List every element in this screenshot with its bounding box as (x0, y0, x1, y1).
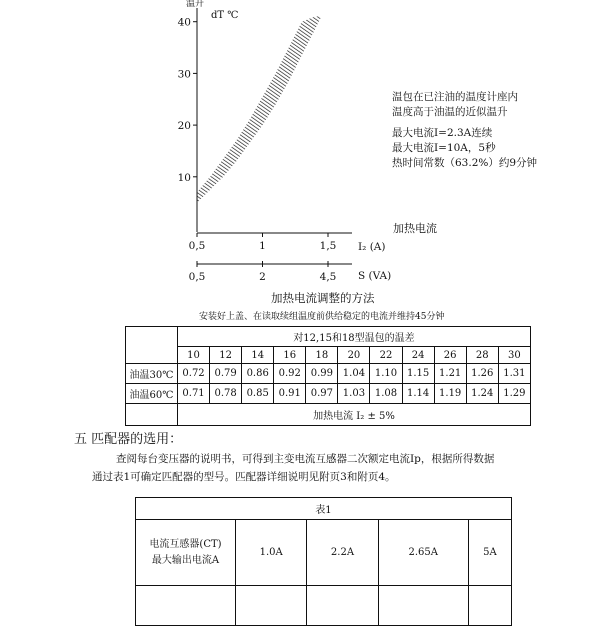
x-tick-label: 2 (259, 271, 266, 283)
table1-cell (468, 586, 511, 626)
table-cell: 1.21 (434, 364, 466, 384)
table-title: 对12,15和18型温包的温差 (178, 327, 531, 347)
table-column-header: 24 (402, 347, 434, 364)
table-cell: 0.99 (306, 364, 338, 384)
table-column-header: 12 (210, 347, 242, 364)
table1-cell: 5A (468, 520, 511, 586)
table-cell: 1.10 (370, 364, 402, 384)
table-column-header: 28 (466, 347, 498, 364)
table-cell: 1.14 (402, 384, 434, 404)
table-cell: 1.04 (338, 364, 370, 384)
table-cell: 1.29 (498, 384, 530, 404)
curve-band (197, 17, 321, 203)
table-footer: 加热电流 I₂ ± 5% (178, 404, 531, 426)
y-tick-label: 40 (177, 16, 191, 29)
table1-cell (378, 586, 468, 626)
table-corner (126, 327, 178, 364)
chart-subcaption: 安装好上盖、在读取续组温度前供给稳定的电流并维持45分钟 (199, 312, 445, 322)
y-axis-unit: dT ℃ (211, 10, 239, 21)
table-corner (126, 404, 178, 426)
y-axis-title: 温升 (186, 0, 205, 9)
table-column-header: 22 (370, 347, 402, 364)
table-column-header: 10 (178, 347, 210, 364)
table-cell: 0.92 (274, 364, 306, 384)
x-axis-title: 加热电流 (393, 222, 437, 235)
table1-cell (236, 586, 307, 626)
table1-cell: 2.65A (378, 520, 468, 586)
x-tick-label: 1,5 (319, 240, 337, 252)
table-column-header: 20 (338, 347, 370, 364)
annotation-line: 最大电流I=2.3A连续 (392, 127, 493, 139)
annotation-line: 温包在已注油的温度计座内 (392, 91, 518, 103)
table-cell: 0.79 (210, 364, 242, 384)
table-cell: 0.85 (242, 384, 274, 404)
table-column-header: 30 (498, 347, 530, 364)
annotation-line: 热时间常数（63.2%）约9分钟 (392, 157, 538, 169)
section-heading: 五 匹配器的选用： (74, 432, 183, 447)
table-column-header: 26 (434, 347, 466, 364)
table-cell: 1.15 (402, 364, 434, 384)
table-cell: 0.78 (210, 384, 242, 404)
table1-row-label-line: 最大输出电流A (151, 554, 220, 566)
matcher-selection-table (135, 497, 512, 626)
table-cell: 0.97 (306, 384, 338, 404)
section-paragraph-line: 查阅每台变压器的说明书，可得到主变电流互感器二次额定电流Ip，根据所得数据 (116, 453, 495, 465)
chart-annotation (392, 90, 537, 171)
table-row-label: 油温60℃ (126, 384, 178, 404)
table1-cell (136, 586, 236, 626)
x-axis-current-unit: I₂ (A) (358, 241, 386, 253)
table-column-header: 14 (242, 347, 274, 364)
table-cell: 0.72 (178, 364, 210, 384)
table-cell: 0.86 (242, 364, 274, 384)
table-cell: 1.03 (338, 384, 370, 404)
table-column-header: 16 (274, 347, 306, 364)
x-axis-power-unit: S (VA) (358, 270, 392, 282)
x-tick-label: 0,5 (188, 240, 206, 252)
x-tick-label: 1 (259, 240, 266, 252)
table1-row-label-line: 电流互感器(CT) (149, 538, 222, 550)
temperature-difference-table (125, 326, 531, 426)
y-tick-label: 10 (177, 171, 191, 184)
y-tick-label: 20 (177, 120, 191, 133)
table1-cell: 1.0A (236, 520, 307, 586)
chart-caption: 加热电流调整的方法 (271, 291, 375, 305)
x-tick-label: 0,5 (188, 271, 206, 283)
annotation-line: 最大电流I=10A，5秒 (392, 142, 496, 154)
table1-cell: 2.2A (307, 520, 378, 586)
table-cell: 0.91 (274, 384, 306, 404)
table-cell: 1.31 (498, 364, 530, 384)
table1-title: 表1 (136, 498, 512, 520)
annotation-line: 温度高于油温的近似温升 (392, 106, 508, 118)
y-tick-label: 30 (177, 68, 191, 81)
table-cell: 1.19 (434, 384, 466, 404)
table-cell: 1.08 (370, 384, 402, 404)
table-column-header: 18 (306, 347, 338, 364)
table-row-label: 油温30℃ (126, 364, 178, 384)
table1-cell (307, 586, 378, 626)
section-paragraph-line: 通过表1可确定匹配器的型号。匹配器详细说明见附页3和附页4。 (92, 471, 396, 483)
table-cell: 1.26 (466, 364, 498, 384)
table-cell: 0.71 (178, 384, 210, 404)
table1-row-label (136, 520, 236, 586)
table-cell: 1.24 (466, 384, 498, 404)
x-tick-label: 4,5 (319, 271, 337, 283)
